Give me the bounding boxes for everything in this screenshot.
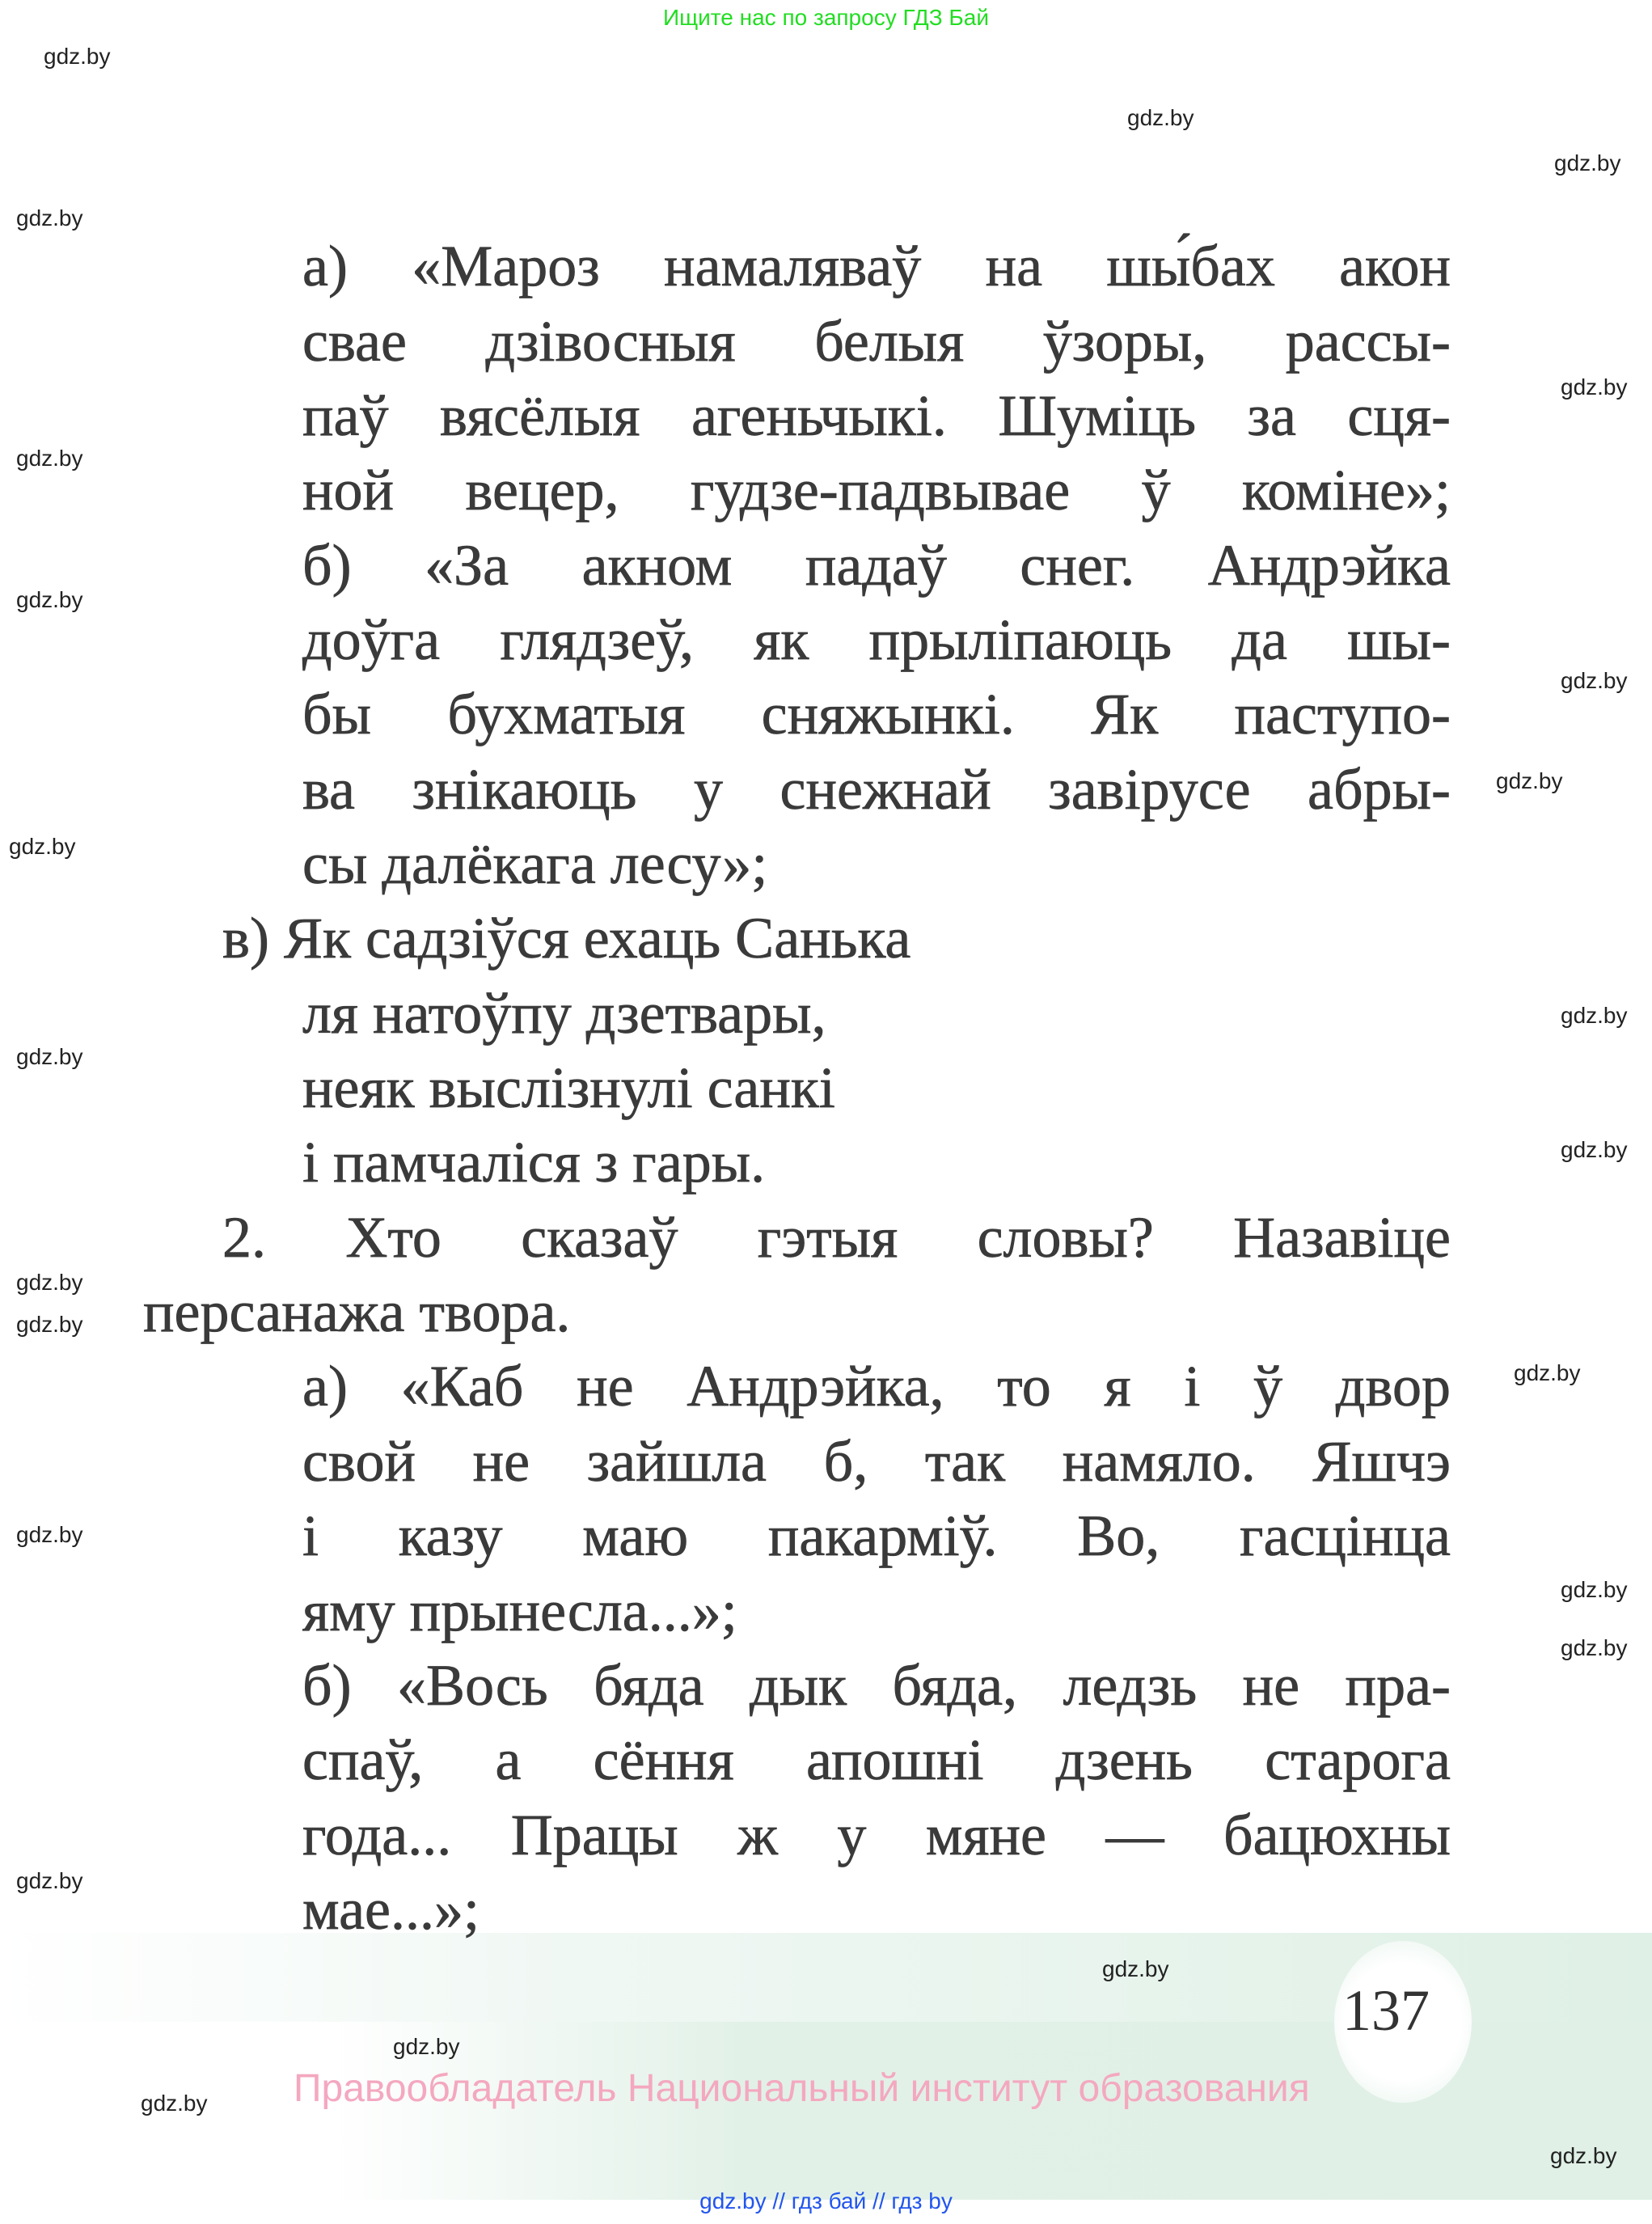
text-line: і казу маю пакарміў. Во, гасцінца [302, 1503, 1451, 1568]
text-line: б) «За акном падаў снег. Андрэйка [302, 533, 1451, 598]
text-line: года... Працы ж у мяне — бацюхны [302, 1803, 1451, 1867]
text-line: паў вясёлыя агеньчыкі. Шуміць за сця- [302, 383, 1451, 448]
watermark-label: gdz.by [141, 2091, 208, 2116]
text-line: свой не зайшла б, так намяло. Яшчэ [302, 1429, 1451, 1494]
text-line: свае дзівосныя белыя ўзоры, рассы- [302, 309, 1451, 374]
watermark-label: gdz.by [1554, 150, 1621, 175]
text-line: ной вецер, гудзе-падвывае ў коміне»; [302, 458, 1451, 522]
text-line: а) «Каб не Андрэйка, то я і ў двор [302, 1354, 1451, 1419]
text-line: 2. Хто сказаў гэтыя словы? Назавіце [222, 1205, 1451, 1270]
watermark-label: gdz.by [16, 446, 83, 471]
text-line: сы далёкага лесу»; [302, 831, 768, 896]
text-line: а) «Мароз намаляваў на шы́бах акон [302, 234, 1451, 298]
watermark-label: gdz.by [16, 1044, 83, 1069]
watermark-label: gdz.by [1561, 668, 1628, 693]
watermark-label: gdz.by [1561, 1003, 1628, 1028]
watermark-label: gdz.by [16, 1312, 83, 1337]
watermark-label: gdz.by [393, 2034, 460, 2059]
watermark-label: gdz.by [1127, 105, 1194, 130]
watermark-label: gdz.by [1514, 1360, 1581, 1385]
watermark-label: gdz.by [16, 1270, 83, 1295]
text-line: в) Як садзіўся ехаць Санька [222, 906, 911, 970]
text-line: яму прынесла...»; [302, 1579, 737, 1643]
watermark-label: gdz.by [44, 44, 111, 69]
text-line: доўга глядзеў, як прыліпаюць да шы- [302, 607, 1451, 672]
text-line: і памчаліся з гары. [302, 1130, 766, 1194]
watermark-label: gdz.by [16, 1868, 83, 1893]
text-line: ля натоўпу дзетвары, [302, 981, 826, 1046]
text-line: б) «Вось бяда дык бяда, ледзь не пра- [302, 1653, 1451, 1718]
watermark-label: gdz.by [16, 587, 83, 612]
text-line: мае...»; [302, 1877, 480, 1942]
text-line: спаў, а сёння апошні дзень старога [302, 1727, 1451, 1792]
copyright-notice: Правообладатель Национальный институт образования [294, 2067, 1310, 2110]
watermark-label: gdz.by [1561, 1137, 1628, 1162]
watermark-label: gdz.by [16, 1522, 83, 1547]
watermark-label: gdz.by [1561, 1635, 1628, 1660]
watermark-label: gdz.by [9, 834, 76, 859]
watermark-label: gdz.by [16, 205, 83, 230]
page-number: 137 [1342, 1978, 1430, 2043]
text-line: неяк выслізнулі санкі [302, 1055, 835, 1120]
watermark-label: gdz.by [1102, 1956, 1169, 1981]
watermark-label: gdz.by [1561, 1577, 1628, 1602]
text-line: ва знікаюць у снежнай завірусе абры- [302, 757, 1451, 822]
text-line: персанажа твора. [143, 1279, 571, 1344]
watermark-label: gdz.by [1496, 768, 1563, 793]
watermark-label: gdz.by [1561, 374, 1628, 400]
footer-links[interactable]: gdz.by // гдз бай // гдз by [699, 2188, 953, 2213]
watermark-label: gdz.by [1550, 2143, 1617, 2168]
search-notice: Ищите нас по запросу ГДЗ Бай [662, 5, 990, 30]
text-line: бы бухматыя сняжынкі. Як паступо- [302, 682, 1451, 746]
